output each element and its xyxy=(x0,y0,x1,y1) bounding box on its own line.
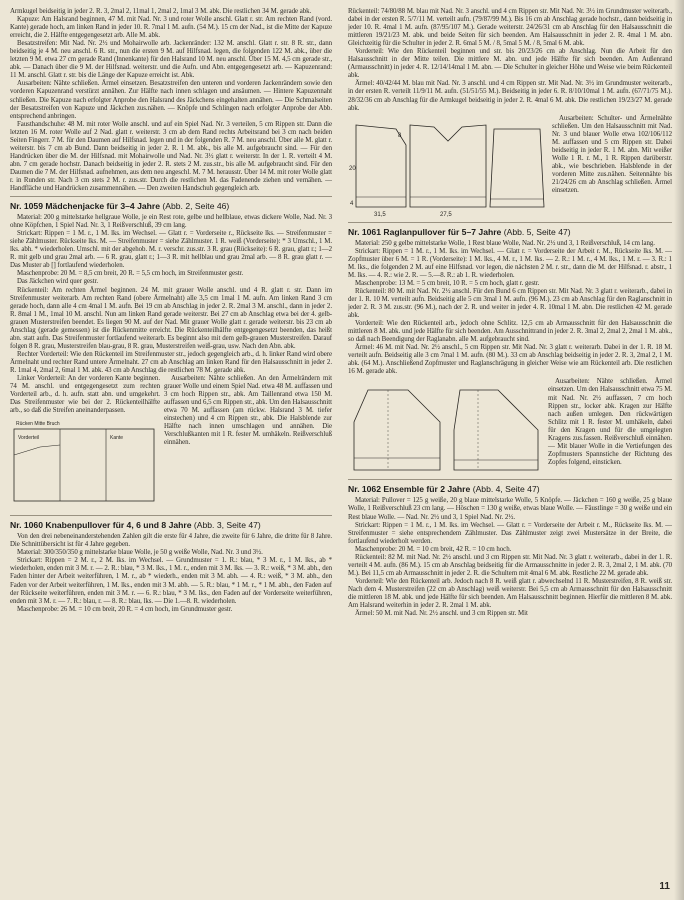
text-paragraph: Ausarbeiten: Nähte schließen. Ärmel einsetzen. Besatzstreifen den unteren und vorderen Jackenrändern sowie den vorderen Kapuzenrand verstürzt annähen. Zur Hälfte nach innen schlagen und ansäumen. — Hintere Kapuzennaht schließen. Die Kapuze nach erfolgter Anprobe den Halsrand des Jäckchens eingehalten annähen. — Die Schmalseiten der Besatzstreifen von Kapuze und Jäckchen zus.nähen. — Knöpfe und Schlingen nach erfolgter Anprobe der Abb. entsprechend anbringen. xyxy=(10,80,332,120)
section-title: Ensemble für 2 Jahre xyxy=(383,484,471,495)
left-intro xyxy=(10,8,332,193)
section-heading-1059 xyxy=(10,201,332,212)
jacket-pattern-diagram xyxy=(10,415,160,507)
dimension-label: 20 xyxy=(349,165,356,172)
section-ref: (Abb. 3, Seite 47) xyxy=(193,520,261,531)
diagram-label-left: Vorderteil xyxy=(18,435,40,442)
text-paragraph: Maschenprobe: 13 M. = 5 cm breit, 10 R. = 5 cm hoch, glatt r. gestr. xyxy=(355,279,540,287)
text-paragraph: Rechter Vorderteil: Wie den Rückenteil im Streifenmuster str., jedoch gegengleich arb., d. h. linker Rand wird obere Ärmelnaht und rechter Rand untere Ärmelnaht. 27 cm ab Anschlag am linken Rand für den Halsausschnitt in jeder 2. R. 1mal 4, 2mal 2, 6mal 1 M. abk. 43 cm ab Anschlag die restlichen 78 M. gerade abk. xyxy=(10,350,332,374)
section-number: Nr. 1062 xyxy=(348,484,381,495)
left-column xyxy=(10,8,332,890)
text-paragraph: Ausarbeiten: Nähte schließen. An den Ärmelrändern mit grauer Wolle und einem Spiel Nad. etwa 48 M. auffassen und 3 cm hoch Rippen str., abk. Am Taillenrand etwa 150 M. auffassen und 6,5 cm Rippen str., abk. Um den Halsausschnitt etwa 70 M. auffassen (am rückw. Halsrand 3 M. tiefer einstechen) und 4 cm Rippen str., abk. Die Halsblende zur Hälfte nach innen umschlagen und annähen. Die Verschlußkanten mit 1 R. fester M. umhäkeln. Reißverschluß einnähen. xyxy=(164,375,332,447)
text-paragraph: Linker Vorderteil: An der vorderen Kante beginnen. 74 M. anschl. und entgegengesetzt zum rechten Vorderteil arb., d. h. aufn. statt abn. und umgekehrt. Das Streifenmuster wie bei der 2. Rückenteilhälfte arb., so daß die Streifen aneinanderpassen. xyxy=(10,375,160,415)
raglan-pullover-pattern-diagram xyxy=(348,378,544,476)
section-ref: (Abb. 2, Seite 46) xyxy=(162,201,230,212)
text-paragraph: Strickart: Rippen = 1 M. r., 1 M. lks. im Wechsel. — Glatt r. = Vorderseite der Arbeit r. M., Rückseite lks. M. — Streifenmuster = siehe entsprechendem Zählmuster. Das Zählmuster zeigt zwei Mustersätze in der Breite, die fortlaufend wiederholt werden. xyxy=(348,521,672,545)
divider xyxy=(10,196,332,197)
text-paragraph: Kapuze: Am Halsrand beginnen, 47 M. mit Nad. Nr. 3 und roter Wolle anschl. Glatt r. str. Am rechten Rand (vord. Kante) gerade hoch, am linken Rand in jeder 10. R. 7mal 1 M. aufn. (54 M.). 15 cm der Nad., ist die Mitte der Kapuze erreicht, die 2. Hälfte entgegengesetzt arb. Alle M. abk. xyxy=(10,16,332,40)
text-paragraph: Strickart: Rippen = 2 M. r., 2 M. lks. im Wechsel. — Grundmuster = 1. R.: blau, * 3 M. r., 1 M. lks., ab * wiederholen, enden mit 3 M. r. — 2. R.: blau, * 3 M. lks., 1 M. r., enden mit 3 M. lks. — 3. R.: weiß, * 3 M. abh., den Faden hinter der Arbeit weiterführen, 1 M. r., ab * wiederh., enden mit 3 M. abh. — 4. R.: weiß, * 3 M. abh., den Faden vor der Arbeit weiterführen, 1 M. lks., enden mit 3 M. abh. — 5. R.: blau, * 1 M. r., * 1 M. abh., den Faden auf der Rückseite weiterführen, enden mit 3 M. r. — 6. R.: blau, * 3 M. lks., den Faden auf der Vorderseite weiterführen, enden mit 3 M. r. — 7. R.: blau, r. — 8. R.: blau, lks. — Die 1.—8. R. wiederholen. xyxy=(10,557,332,605)
text-paragraph: Strickart: Rippen = 1 M. r., 1 M. lks. im Wechsel. — Glatt r. = Vorderseite der Arbeit r. M., Rückseite lks. M. — Zopfmuster über 6 M. = 1 R. (Vorderseite): 1 M. lks., 4 M. r., 1 M. lks. — 2. R.: 1 M. r., 4 M. lks., 1 M. r. — 3. R.: 1 M. lks., die folgenden 2 M. auf eine Hilfsnad. vor legen, die nächsten 2 M. r. str., dann die M. der Hilfsnad. r. abstr., 1 M. lks. — 4. R.: wie 2. R. — 5.—8. R.: ab 1. R. wiederholen. xyxy=(348,247,672,279)
section-number: Nr. 1059 xyxy=(10,201,43,212)
text-paragraph: Maschenprobe: 26 M. = 10 cm breit, 20 R. = 4 cm hoch, im Grundmuster gestr. xyxy=(17,605,233,613)
text-paragraph: Material: Pullover = 125 g weiße, 20 g blaue mittelstarke Wolle, 5 Knöpfe. — Jäckchen = 160 g weiße, 25 g blaue Wolle, 1 Reißverschluß 23 cm lang. — Höschen = 130 g weiße, etwas blaue Wolle. — Fäustlinge = 30 g weiße und ein Rest blaue Wolle. — Nad. Nr. 2½ und 3, 1 Spiel Nad. Nr. 2½. xyxy=(348,497,672,521)
text-paragraph: Vorderteil: Wie den Rückenteil arb., jedoch ohne Schlitz. 12,5 cm ab Armausschnitt für den Halsausschnitt die mittleren 8 M. abk. und jede Hälfte für sich beenden. Am Ausschnittrand in jeder 2. R. 3mal 2, 2mal 2, 2mal 1 M. abk., so daß nach Beendigung der Raglanabn. alle M. aufgebraucht sind. xyxy=(348,320,672,344)
section-heading-1061 xyxy=(348,227,672,238)
dimension-label: 27,5 xyxy=(440,211,452,218)
section-title: Knabenpullover für 4, 6 und 8 Jahre xyxy=(45,520,192,531)
dimension-label: 8 xyxy=(398,132,402,139)
text-paragraph: Ausarbeiten: Nähte schließen. Ärmel einsetzen. Um den Halsausschnitt etwa 75 M. mit Nad. Nr. 2½ auffassen, 7 cm hoch Rippen str., locker abk. Kragen zur Hälfte nach außen umlegen. Den rückwärtigen Schlitz mit 1 R. fester M. umhäkeln, dabei für den Kragen und für die umgelegten Kragens zus.fassen. Reißverschluß einnähen. — Mit blauer Wolle in die Vertiefungen des Zopfmusters Spannstiche der Richtung des Zopfes folgend, einsticken. xyxy=(548,378,672,466)
section-number: Nr. 1061 xyxy=(348,226,381,237)
text-paragraph: Besatzstreifen: Mit Nad. Nr. 2½ und Mohairwolle arb. Jackenränder: 132 M. anschl. Glatt r. str. 8 R. str., dann beidseitig je 4 M. neu anschl. 6 R. str., nun die ersten 9 M. auf Hilfsnad. legen, die folgenden 122 M. abk., über die letzten 9 M. etwa 27 cm gerade Rand (Innenkante) für den Halsrand 10 M. neu anschl. Über 15 M. 4,5 cm gerade str., abk. — Danach über die 9 M. der Hilfsnad. weiterstr. und die Aufn. und Abn. entgegengesetzt arb. — Kapuzenrand: 11 M. anschl. Glatt r. str. bis die Länge der Kapuze erreicht ist. Abk. xyxy=(10,40,332,80)
dimension-label: 4 xyxy=(350,200,354,207)
text-paragraph: Material: 300/350/350 g mittelstarke blaue Wolle, je 50 g weiße Wolle, Nad. Nr. 3 und 3½. xyxy=(17,549,263,557)
dimension-label: 31,5 xyxy=(374,211,386,218)
right-column xyxy=(348,8,672,890)
section-title: Raglanpullover für 5–7 Jahre xyxy=(383,226,502,237)
text-paragraph: Material: 250 g gelbe mittelstarke Wolle, 1 Rest blaue Wolle, Nad. Nr. 2½ und 3, 1 Reißverschluß, 14 cm lang. xyxy=(355,239,655,247)
diagram-label-right: Kante xyxy=(110,435,124,442)
text-paragraph: Strickart: Rippen = 1 M. r., 1 M. lks. im Wechsel. — Glatt r. = Vorderseite r., Rückseite lks. — Streifenmuster = siehe Zählmuster. Rückseite lks. M. — Streifenmuster = siehe Zählmuster. 1 R. weiß (Vorderseite): * 3 Umschl., 1 M. lks. abh. * wiederholen. Umschl. mit der abgehob. M. r. verschr. zus.str. 3 R. grau (Rückseite): 6 R. grau, glatt r.; 1—2 R. mit gelb und grau 2mal arb. — 6 R. grau, glatt r.; 1—3 R. mit hellblau und grau 2mal arb. — 8 R. grau glatt r. — Das Muster ab [] fortlaufend wiederholen. xyxy=(10,230,332,270)
text-paragraph: Ärmel: 50 M. mit Nad. Nr. 2½ anschl. und 3 cm Rippen str. Mit xyxy=(355,610,528,618)
divider xyxy=(348,479,672,480)
boys-pullover-pattern-diagram xyxy=(348,115,548,219)
section-title: Mädchenjacke für 3–4 Jahre xyxy=(45,201,161,212)
text-paragraph: Das Jäckchen wird quer gestr. xyxy=(17,278,99,286)
page-edge-shadow xyxy=(674,0,684,900)
divider xyxy=(348,222,672,223)
text-paragraph: Vorderteil: Wie den Rückenteil arb. Jedoch nach 8 R. weiß glatt r. abwechselnd 11 R. Musterstreifen, 8 R. weiß str. Nach dem 4. Musterstreifen (22 cm ab Anschlag) weiß weiterstr. Bei 5,5 cm ab Armausschnitt für den Halsausschnitt die mittleren 18 M. abk. und jede Hälfte für sich beenden. Am Halsausschnitt beginnen. Hierfür die mittleren 8 M. abk. Am Halsrand weiterhin in jeder 2. R. 2mal 1 M. abk. xyxy=(348,577,672,610)
section-heading-1060 xyxy=(10,520,332,531)
section-ref: (Abb. 5, Seite 47) xyxy=(503,226,571,237)
text-paragraph: Ärmel: 40/42/44 M. blau mit Nad. Nr. 3 anschl. und 4 cm Rippen str. Mit Nad. Nr. 3½ im Grundmuster weiterarb., in der ersten R. verteilt 11/9/11 M. aufn. (51/51/55 M.). Beidseitig in jeder 6. R. 8/10/10mal 1 M. aufn. (67/71/75 M.). 28/32/36 cm ab Anschlag für die Armkugel beidseitig in jeder 2. R. 4mal 6 M. abk. Die restlichen 19/23/27 M. gerade abk. xyxy=(348,80,672,112)
text-paragraph: Rückenteil: 80 M. mit Nad. Nr. 2½ anschl. Für den Bund 6 cm Rippen str. Mit Nad. Nr. 3 glatt r. weiterarb., dabei in der 1. R. 10 M. verteilt aufn. Beidseitig alle 5 cm 3mal 1 M. aufn. (96 M.). 23 cm ab Anschlag für den Raglanschnitt in jeder 2. R. 3 M. zus.str. (96 M.), nach der 2. R. und weiter in jeder 4. R. 10mal 1 M. abn. Die restlichen 42 M. gerade abk. xyxy=(348,287,672,320)
text-paragraph: Rückenteil: 82 M. mit Nad. Nr. 2½ anschl. und 3 cm Rippen str. Mit Nad. Nr. 3 glatt r. weiterarb., dabei in der 1. R. verteilt 4 M. aufn. (86 M.). 15 cm ab Anschlag beidseitig für die Armausschnitte in jeder 2. R. 3, 2mal 2, 1 M. abk. (70 M.). Bei 11,5 cm ab Armausschnitt in jeder 2. R. die Schultern mit 4mal 6 M. abk. Restliche 22 M. gerade abk. xyxy=(348,553,672,577)
text-paragraph: Vorderteil: Wie den Rückenteil beginnen und str. bis 20/23/26 cm ab Anschlag. Nun die Arbeit für den Halsausschnitt in der Mitte teilen. Die mittlere M. abn. und jede Hälfte für sich beenden. Am Außenrand (Armausschnitt) in jeder 4. R. 12/14/14mal 1 M. abn. — Die Schulter in gleicher Höhe und Weise wie beim Rückenteil abk. xyxy=(348,48,672,80)
text-paragraph: Ausarbeiten: Schulter- und Ärmelnähte schließen. Um den Halsausschnitt mit Nad. Nr. 3 und blauer Wolle etwa 102/106/112 M. auffassen und 5 cm Rippen str. Dabei beidseitig in jeder R. 1 M. abn. Mit weißer Wolle 1 R. r. M., 1 R. Rippen darüberstr. abk., wie beschrieben. Halsblende in der vorderen Mitte zus.nähen. Seitennähte bis 21/24/26 cm ab Anschlag schließen. Ärmel einsetzen. xyxy=(552,114,672,195)
diagram-label-top: Rücken Mitte Bruch xyxy=(16,421,60,428)
text-paragraph: Maschenprobe: 20 M. = 10 cm breit, 42 R. = 10 cm hoch. xyxy=(355,545,512,553)
text-paragraph: Rückenteil: Am rechten Ärmel beginnen. 24 M. mit grauer Wolle anschl. und 4 R. glatt r. str. Dann im Streifenmuster weiterarb. Am rechten Rand (obere Ärmelnaht) alle 3,5 cm 1mal 1 M. aufn. Am linken Rand 3 cm gerade hoch, dann alle 4 cm 4mal 1 M. aufn. Bei 19 cm ab Anschlag in jeder 2. R. 2mal 3 M. anschl., dann in jeder 2. R. 8mal 1 M., 1mal 10 M. anschl. Nun am linken Rand gerade weiterstr. Bei 27 cm ab Anschlag etwa bei der 4. gelb-grauen Musterstreifen beendet. Es liegen 90 M. auf der Nad. Mit grauer Wolle glatt r. gerade weiterstr. bis 23 cm ab Anschlag (gerade gemessen) ist die Rückenmitte erreicht. Die Rückenteilhälfte entgegengesetzt beenden, das heißt abn. statt aufn. Das Streifenmuster fortlaufend weiterarb. Es beginnt also mit dem gelb-grauen Musterstreifen. Darauf folgen 8 R. grau, Musterstreifen blau-grau, 8 R. grau, Musterstreifen weiß-grau, usw. Nach den Abn. abk. xyxy=(10,286,332,350)
text-paragraph: Fausthandschuhe: 48 M. mit roter Wolle anschl. und auf ein Spiel Nad. Nr. 3 verteilen, 5 cm Rippen str. Dann die letzten 16 M. roter Wolle auf 2 Nad. glatt r. weiterstr. 3 cm ab dem Rand rechts Arbeitsrand bei 3 cm nach beiden Seiten Fingerr. 7 M. für den Daumen auf Hilfsnad. legen und in der folgenden R. 7 M. neu anschl. Über alle M. glatt r. weiterstr. bis 7 cm ab Bund. Dann beidseitig in jeder 2. R. 1 M. abk., bis alle M. aufgebraucht sind. — Für den Handrücken über die M. der Hilfsnad. mit Mohairwolle und Nad. Nr. 3½ glatt r. weiterstr. In der 1. R. verteilt 4 M. abn. 7 cm gerade hochstr. Danach beidseitig in jeder 2. R. stets 2 M. zus.str., bis alle M. aufgebraucht sind. Für den Daumen die 7 M. der Hilfsnad. aufnehmen, aus dem neu angeschl. M. 7 M. herausstr. Über 14 M. mit roter Wolle glatt r. in Runden str. Nach 3 cm stets 2 M. r. zus.str. Durch die restlichen M. das Fadenende ziehen und vernähen. — Handfläche und Handrücken zusammennähen. — Den zweiten Handschuh gegengleich arb. xyxy=(10,120,332,193)
text-paragraph: Maschenprobe: 20 M. = 8,5 cm breit, 20 R. = 5,5 cm hoch, im Streifenmuster gestr. xyxy=(17,270,244,278)
section-ref: (Abb. 4, Seite 47) xyxy=(472,484,540,495)
page-number: 11 xyxy=(659,881,670,892)
text-paragraph: Von den drei nebeneinanderstehenden Zahlen gilt die erste für 4 Jahre, die zweite für 6 Jahre, die dritte für 8 Jahre. Die Schnittübersicht ist für 4 Jahre gegeben. xyxy=(10,533,332,549)
section-number: Nr. 1060 xyxy=(10,520,43,531)
text-paragraph: Rückenteil: 74/80/88 M. blau mit Nad. Nr. 3 anschl. und 4 cm Rippen str. Mit Nad. Nr. 3½ im Grundmuster weiterarb., dabei in der ersten R. 5/7/11 M. verteilt aufn. (79/87/99 M.). Bis 16 cm ab Anschlag gerade hochstr., dann beidseitig in jeder 10. R. 4mal 1 M. aufn. (87/95/107 M.). Gerade weiterstr. 24/26/31 cm ab Anschlag für den Halsausschnitt die mittleren 19/21/23 M. abk. und beide Seiten für sich beenden. Am Halsausschnitt in jeder 2. R. 4mal 1 M. abn. Gleichzeitig für die Schulter in jeder 2. R. 6mal 5 M. / 8, 5mal 5 M. / 8, 5mal 6 M. abk. xyxy=(348,8,672,48)
section-heading-1062 xyxy=(348,484,672,495)
text-paragraph: Material: 200 g mittelstarke hellgraue Wolle, je ein Rest rote, gelbe und hellblaue, etwas dickere Wolle, Nad. Nr. 3 ohne Köpfchen, 1 Spiel Nad. Nr. 3, 1 Reißverschluß, 39 cm lang. xyxy=(10,214,332,230)
divider xyxy=(10,515,332,516)
text-paragraph: Ärmel: 46 M. mit Nad. Nr. 2½ anschl., 5 cm Rippen str. Mit Nad. Nr. 3 glatt r. weiterarb. Dabei in der 1. R. 18 M. verteilt aufn. Beidseitig alle 3 cm 7mal 1 M. aufn. (80 M.). 33 cm ab Anschlag beidseitig in jeder 2. R. 3, 2mal 2, 1 M. abk. (64 M.). Anschließend Zopfmuster und Raglanschrägung in gleicher Weise wie am Rückenteil arb. Die restlichen 16 M. gerade abk. xyxy=(348,344,672,376)
text-paragraph: Armkugel beidseitig in jeder 2. R. 3, 2mal 2, 11mal 1, 2mal 2, 1mal 3 M. abk. Die restlichen 34 M. gerade abk. xyxy=(10,8,312,15)
